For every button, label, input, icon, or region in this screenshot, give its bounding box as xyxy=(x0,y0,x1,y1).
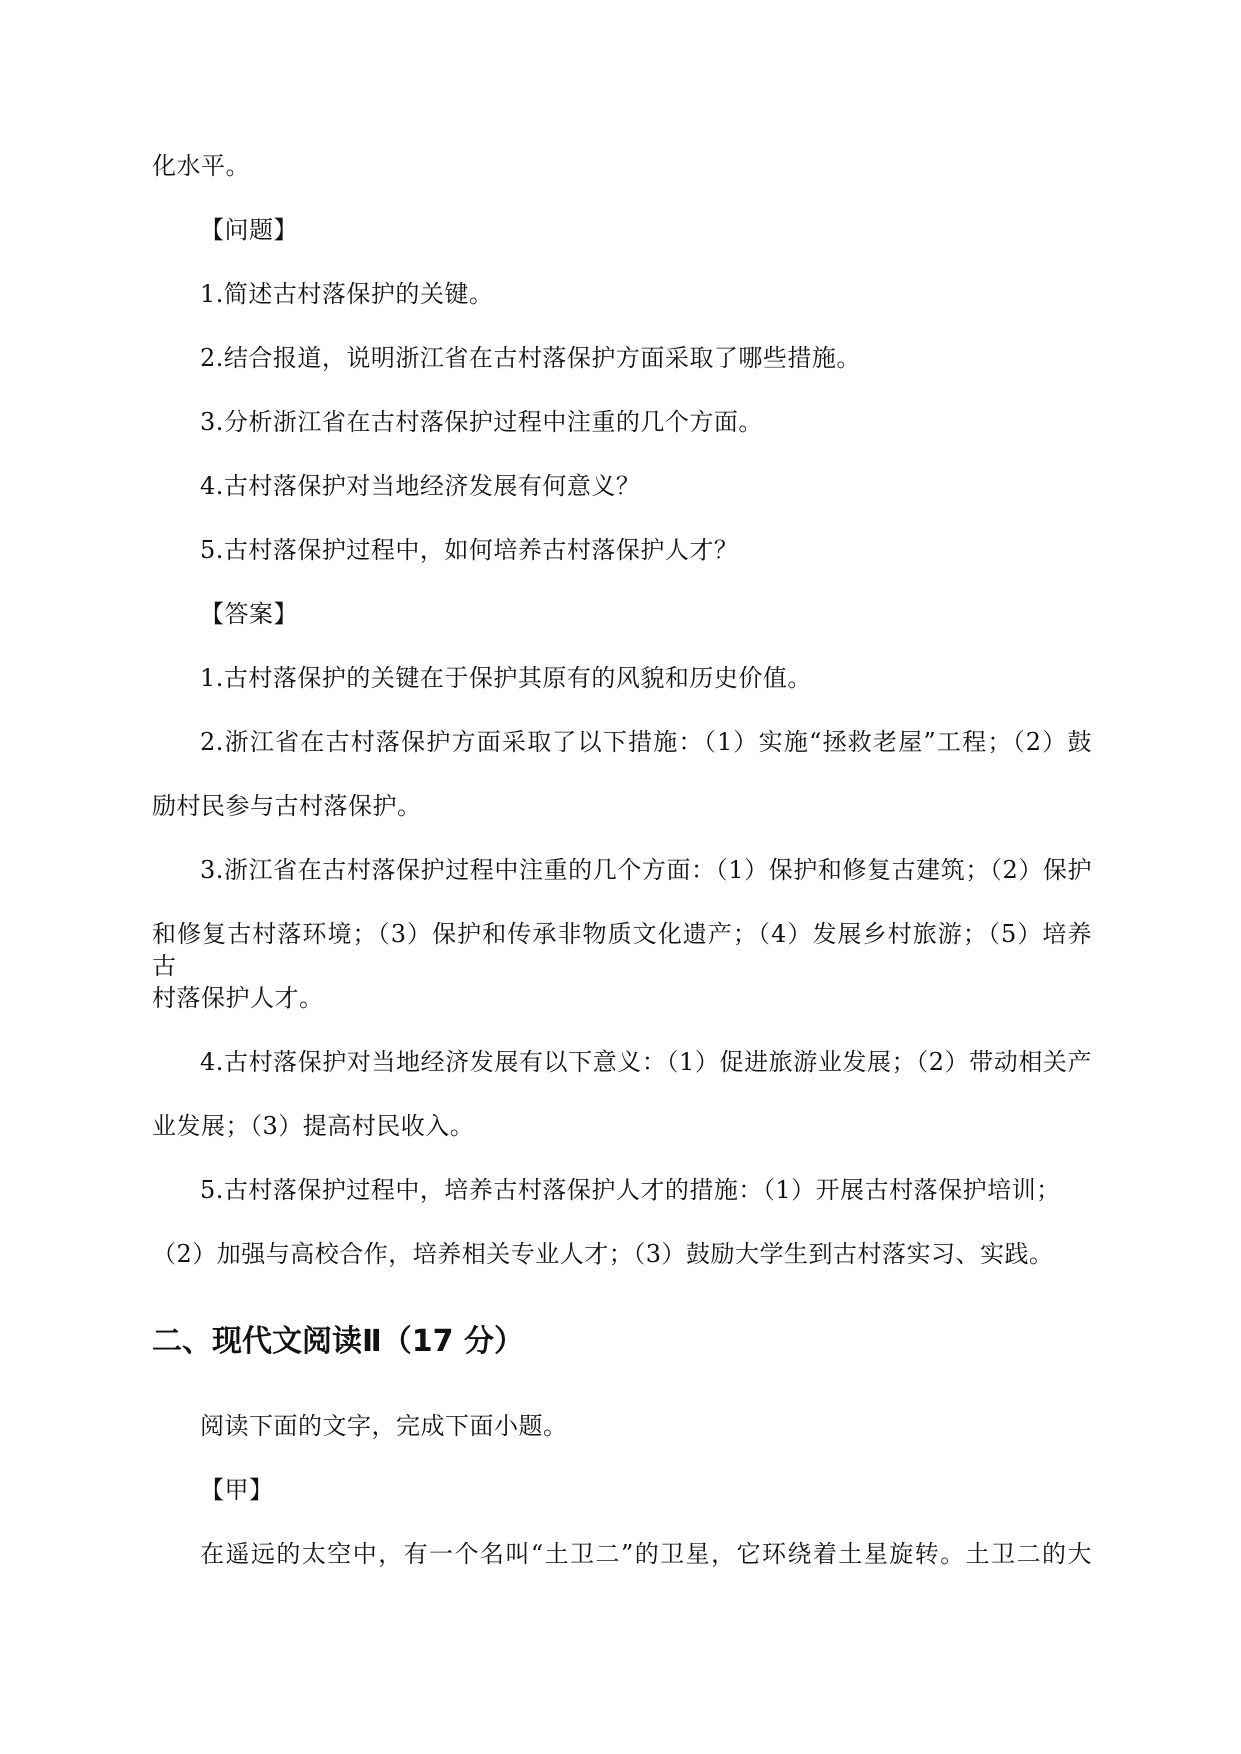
answer-2-line-1: 2.浙江省在古村落保护方面采取了以下措施：（1）实施“拯救老屋”工程；（2）鼓 xyxy=(200,728,1092,756)
section-heading: 二、现代文阅读Ⅱ（17 分） xyxy=(152,1324,524,1359)
question-3: 3.分析浙江省在古村落保护过程中注重的几个方面。 xyxy=(200,408,763,436)
question-4: 4.古村落保护对当地经济发展有何意义？ xyxy=(200,472,641,500)
question-1: 1.简述古村落保护的关键。 xyxy=(200,280,494,308)
answer-5-line-2: （2）加强与高校合作，培养相关专业人才；（3）鼓励大学生到古村落实习、实践。 xyxy=(152,1240,1054,1268)
questions-label: 【问题】 xyxy=(200,216,298,244)
answer-2-line-2: 励村民参与古村落保护。 xyxy=(152,792,422,820)
answer-3-line-3: 村落保护人才。 xyxy=(152,984,324,1012)
passage-first-line: 在遥远的太空中，有一个名叫“土卫二”的卫星，它环绕着土星旋转。土卫二的大 xyxy=(200,1540,1092,1568)
answer-5-line-1: 5.古村落保护过程中，培养古村落保护人才的措施：（1）开展古村落保护培训； xyxy=(200,1176,1061,1204)
answer-1: 1.古村落保护的关键在于保护其原有的风貌和历史价值。 xyxy=(200,664,812,692)
part-label: 【甲】 xyxy=(200,1476,274,1504)
reading-instruction: 阅读下面的文字，完成下面小题。 xyxy=(200,1412,568,1440)
question-5: 5.古村落保护过程中，如何培养古村落保护人才？ xyxy=(200,536,739,564)
answers-label: 【答案】 xyxy=(200,600,298,628)
answer-4-line-1: 4.古村落保护对当地经济发展有以下意义：（1）促进旅游业发展；（2）带动相关产 xyxy=(200,1048,1092,1076)
continuation-text: 化水平。 xyxy=(152,152,250,180)
answer-3-line-2: 和修复古村落环境；（3）保护和传承非物质文化遗产；（4）发展乡村旅游；（5）培养古 xyxy=(152,920,1092,980)
question-2: 2.结合报道，说明浙江省在古村落保护方面采取了哪些措施。 xyxy=(200,344,861,372)
answer-4-line-2: 业发展；（3）提高村民收入。 xyxy=(152,1112,475,1140)
answer-3-line-1: 3.浙江省在古村落保护过程中注重的几个方面：（1）保护和修复古建筑；（2）保护 xyxy=(200,856,1092,884)
